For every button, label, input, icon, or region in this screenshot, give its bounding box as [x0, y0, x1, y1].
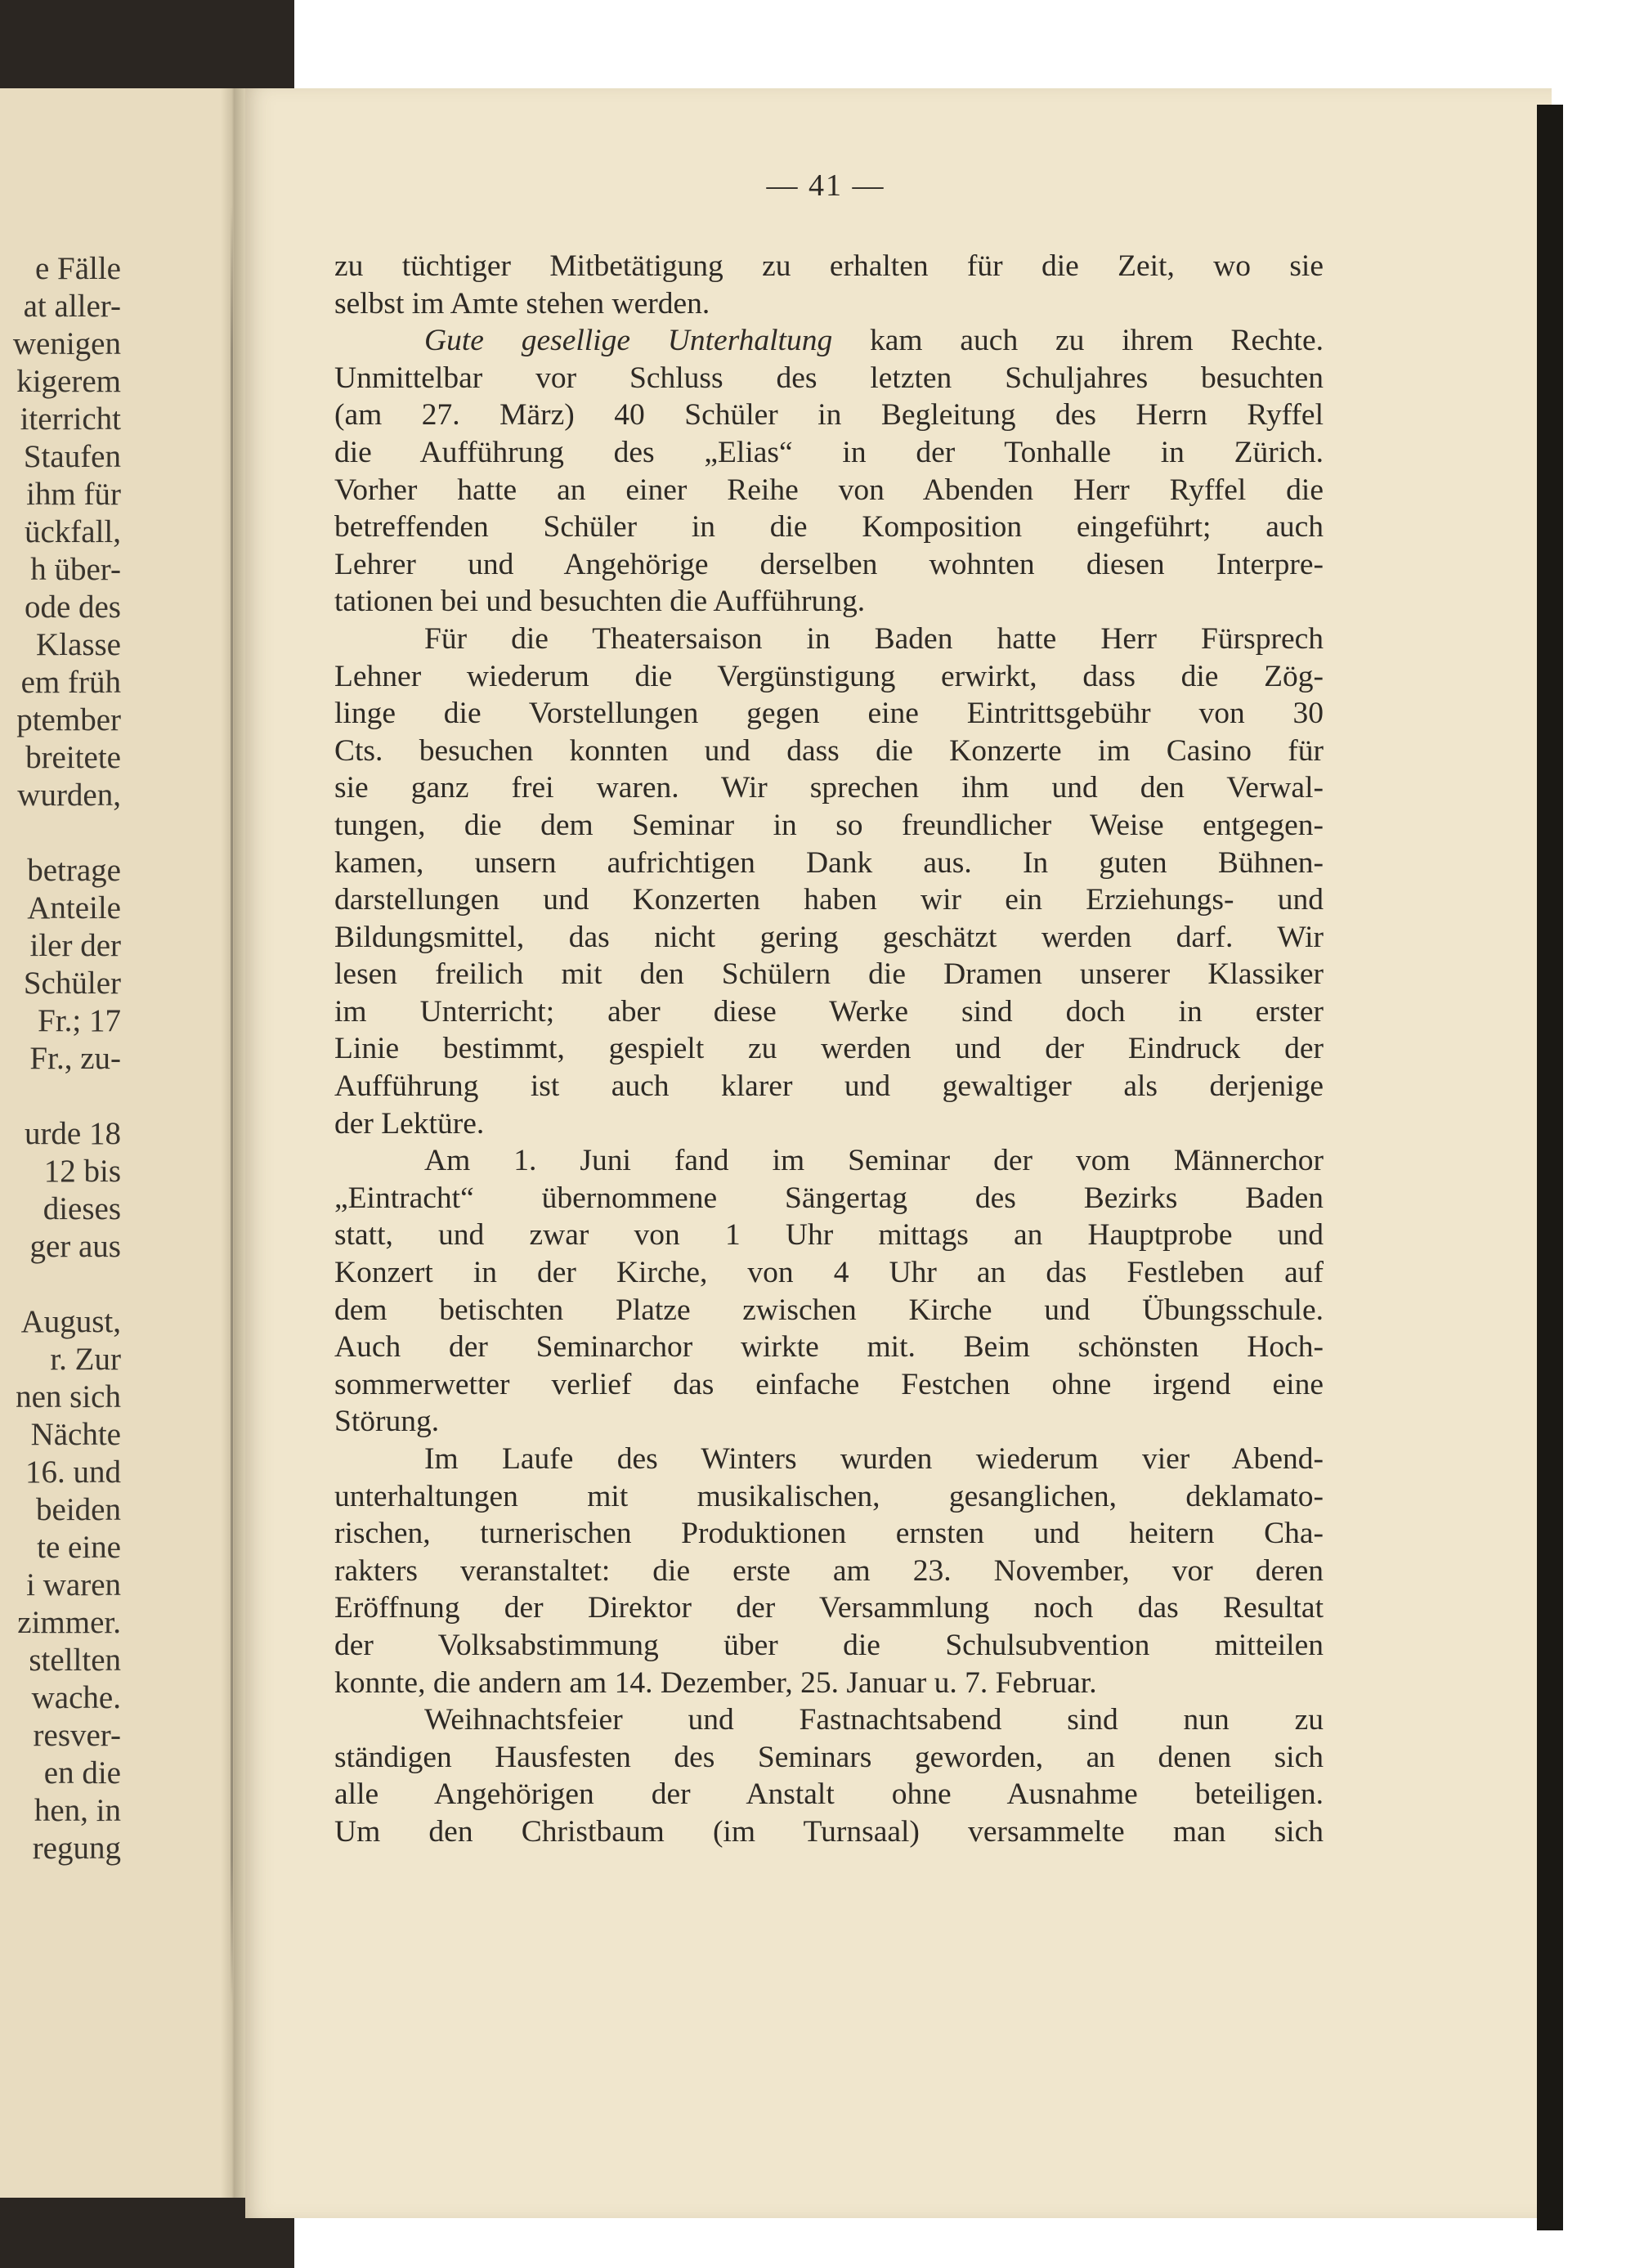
left-page-line: iler der — [29, 928, 121, 963]
left-page-fragment — [0, 88, 245, 2198]
left-page-line: em früh — [20, 665, 121, 700]
text-line: im Unterricht; aber diese Werke sind doch in erster — [334, 994, 1324, 1029]
left-page-line: breitete — [25, 740, 121, 775]
text-line: (am 27. März) 40 Schüler in Begleitung des Herrn Ryffel — [334, 398, 1324, 433]
left-page-line: August, — [20, 1304, 121, 1339]
left-page-line: Nächte — [30, 1417, 121, 1452]
text-line: sommerwetter verlief das einfache Festchen ohne irgend eine — [334, 1367, 1324, 1401]
text-line: betreffenden Schüler in die Komposition eingeführt; auch — [334, 510, 1324, 545]
text-line: Unmittelbar vor Schluss des letzten Schuljahres besuchten — [334, 361, 1324, 395]
text-line: ständigen Hausfesten des Seminars geworden, an denen sich — [334, 1740, 1324, 1774]
text-line: unterhaltungen mit musikalischen, gesanglichen, deklamato- — [334, 1479, 1324, 1513]
text-line: der Lektüre. — [334, 1106, 485, 1141]
left-page-line: r. Zur — [50, 1342, 121, 1377]
left-page-line: at aller- — [23, 289, 121, 324]
left-page-line: Fr., zu- — [29, 1041, 121, 1076]
text-line: Bildungsmittel, das nicht gering geschätzt werden darf. Wir — [334, 920, 1324, 954]
left-page-line: ihm für — [26, 477, 121, 512]
text-line: konnte, die andern am 14. Dezember, 25. Januar u. 7. Februar. — [334, 1665, 1097, 1700]
text-line: tationen bei und besuchten die Aufführung. — [334, 585, 866, 619]
text-line: der Volksabstimmung über die Schulsubvention mitteilen — [334, 1628, 1324, 1662]
page-edge-shadow — [1537, 105, 1563, 2230]
body-text — [334, 248, 1324, 1851]
left-page-line: regung — [32, 1831, 121, 1866]
text-line: Gute gesellige Unterhaltung kam auch zu ihrem Rechte. — [424, 324, 1324, 358]
left-page-line: e Fälle — [34, 251, 121, 286]
italic-phrase: Gute gesellige Unterhaltung — [424, 324, 833, 358]
left-page-line: te eine — [37, 1530, 121, 1565]
left-page-line: iterricht — [20, 401, 121, 437]
text-line: selbst im Amte stehen werden. — [334, 286, 710, 320]
left-page-line: dieses — [43, 1191, 121, 1226]
left-page-line: en die — [43, 1755, 121, 1791]
text-line: Weihnachtsfeier und Fastnachtsabend sind nun zu — [424, 1703, 1324, 1737]
text-line: rischen, turnerischen Produktionen ernsten und heitern Cha- — [334, 1517, 1324, 1551]
left-page-line: Klasse — [36, 627, 121, 662]
left-page-line: Staufen — [23, 439, 121, 474]
text-line: Linie bestimmt, gespielt zu werden und der Eindruck der — [334, 1032, 1324, 1066]
left-page-line: Schüler — [23, 966, 121, 1001]
text-line: darstellungen und Konzerten haben wir ein Erziehungs- und — [334, 883, 1324, 917]
left-page-line: i waren — [26, 1567, 121, 1602]
text-line: tungen, die dem Seminar in so freundlicher Weise entgegen- — [334, 808, 1324, 842]
text-line: Cts. besuchen konnten und dass die Konzerte im Casino für — [334, 733, 1324, 768]
left-page-line: ückfall, — [24, 514, 121, 549]
left-page-line: hen, in — [34, 1793, 121, 1828]
text-line: Für die Theatersaison in Baden hatte Herr Fürsprech — [424, 621, 1324, 656]
text-line: sie ganz frei waren. Wir sprechen ihm und den Verwal- — [334, 771, 1324, 805]
left-page-line: beiden — [36, 1492, 121, 1527]
left-page-line: 16. und — [25, 1454, 121, 1490]
left-page-line: resver- — [33, 1718, 121, 1753]
left-page-line: h über- — [30, 552, 121, 587]
left-page-line: zimmer. — [17, 1605, 121, 1640]
text-line: Eröffnung der Direktor der Versammlung noch das Resultat — [334, 1591, 1324, 1625]
page-number: — 41 — — [766, 168, 885, 203]
text-line: dem betischten Platze zwischen Kirche und Übungsschule. — [334, 1293, 1324, 1327]
left-page-line: 12 bis — [43, 1154, 121, 1189]
text-line: „Eintracht“ übernommene Sängertag des Bezirks Baden — [334, 1181, 1324, 1215]
left-page-line: ger aus — [29, 1229, 121, 1264]
left-page-line: kigerem — [16, 364, 121, 399]
text-line: Um den Christbaum (im Turnsaal) versammelte man sich — [334, 1814, 1324, 1849]
text-line: lesen freilich mit den Schülern die Dramen unserer Klassiker — [334, 957, 1324, 992]
left-page-line: stellten — [29, 1643, 121, 1678]
text-line: Auch der Seminarchor wirkte mit. Beim schönsten Hoch- — [334, 1330, 1324, 1365]
text-line: alle Angehörigen der Anstalt ohne Ausnahme beteiligen. — [334, 1777, 1324, 1812]
left-page-line: Anteile — [27, 890, 121, 926]
left-page-line: ode des — [24, 589, 121, 625]
text-line: Störung. — [334, 1405, 440, 1439]
left-page-line: betrage — [27, 853, 121, 888]
text-line: kamen, unsern aufrichtigen Dank aus. In guten Bühnen- — [334, 845, 1324, 880]
text-line: Am 1. Juni fand im Seminar der vom Männerchor — [424, 1144, 1324, 1178]
text-line: linge die Vorstellungen gegen eine Eintrittsgebühr von 30 — [334, 697, 1324, 731]
book-gutter — [221, 88, 245, 2198]
text-line: zu tüchtiger Mitbetätigung zu erhalten für die Zeit, wo sie — [334, 249, 1324, 283]
text-line: Lehner wiederum die Vergünstigung erwirkt, dass die Zög- — [334, 659, 1324, 693]
text-line: Konzert in der Kirche, von 4 Uhr an das Festleben auf — [334, 1256, 1324, 1290]
left-page-line: urde 18 — [24, 1116, 121, 1151]
left-page-line: wurden, — [17, 778, 121, 813]
text-line: Lehrer und Angehörige derselben wohnten diesen Interpre- — [334, 547, 1324, 581]
left-page-line: wenigen — [12, 326, 121, 361]
text-line: die Aufführung des „Elias“ in der Tonhalle in Zürich. — [334, 435, 1324, 469]
gutter-shadow-line — [231, 204, 233, 2003]
text-line: rakters veranstaltet: die erste am 23. November, vor deren — [334, 1553, 1324, 1588]
left-page-line: nen sich — [16, 1379, 121, 1414]
text-line: Im Laufe des Winters wurden wiederum vier Abend- — [424, 1442, 1324, 1476]
text-line: statt, und zwar von 1 Uhr mittags an Hauptprobe und — [334, 1218, 1324, 1253]
left-page-line: ptember — [16, 702, 121, 737]
text-line: Aufführung ist auch klarer und gewaltiger als derjenige — [334, 1069, 1324, 1104]
left-page-line: Fr.; 17 — [38, 1003, 121, 1038]
left-page-line: wache. — [31, 1680, 121, 1715]
text-line: Vorher hatte an einer Reihe von Abenden Herr Ryffel die — [334, 473, 1324, 507]
